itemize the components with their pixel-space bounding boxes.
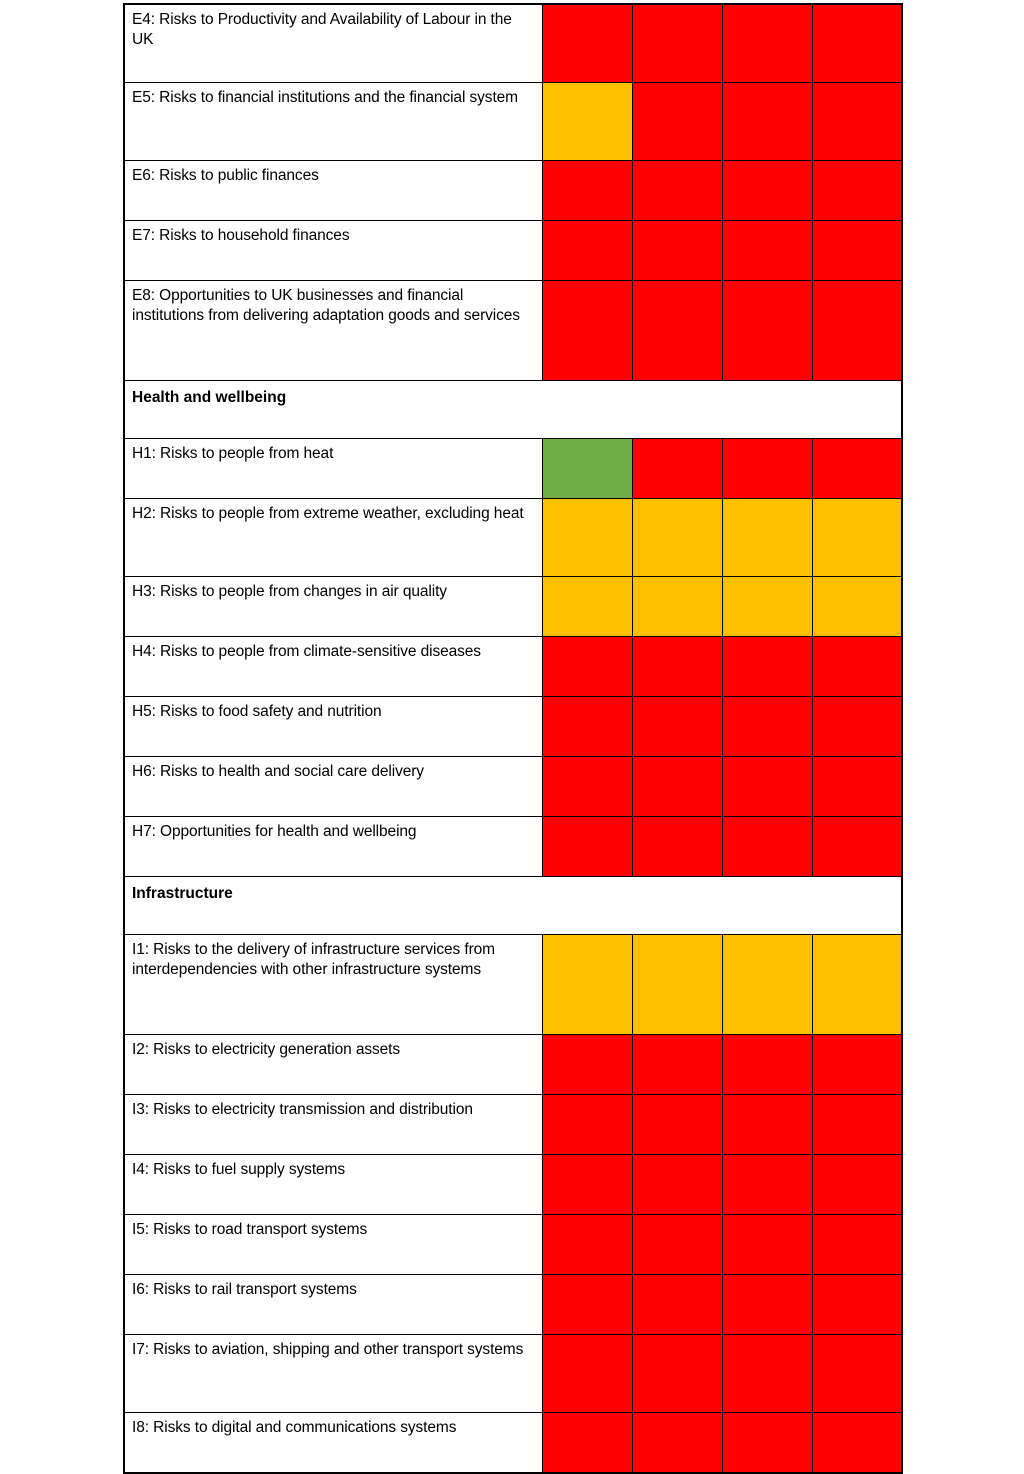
urgency-cell-red <box>632 697 722 757</box>
urgency-cell-red <box>812 637 902 697</box>
urgency-cell-amber <box>542 577 632 637</box>
risk-label: H6: Risks to health and social care delivery <box>124 757 542 817</box>
urgency-cell-amber <box>542 935 632 1035</box>
urgency-cell-red <box>722 1155 812 1215</box>
urgency-cell-red <box>632 637 722 697</box>
risk-label: E7: Risks to household finances <box>124 221 542 281</box>
urgency-cell-red <box>632 1413 722 1474</box>
section-title: Health and wellbeing <box>124 381 902 439</box>
urgency-cell-amber <box>812 935 902 1035</box>
urgency-cell-red <box>722 1035 812 1095</box>
urgency-cell-red <box>722 1215 812 1275</box>
urgency-cell-green <box>542 439 632 499</box>
risk-label: I8: Risks to digital and communications systems <box>124 1413 542 1474</box>
urgency-cell-red <box>542 757 632 817</box>
urgency-cell-red <box>542 1215 632 1275</box>
urgency-cell-red <box>812 1215 902 1275</box>
risk-label: I7: Risks to aviation, shipping and other transport systems <box>124 1335 542 1413</box>
urgency-cell-red <box>722 697 812 757</box>
urgency-cell-red <box>722 83 812 161</box>
urgency-cell-amber <box>812 499 902 577</box>
urgency-cell-red <box>812 83 902 161</box>
urgency-cell-red <box>632 1275 722 1335</box>
risk-label: H5: Risks to food safety and nutrition <box>124 697 542 757</box>
risk-label: E4: Risks to Productivity and Availability of Labour in the UK <box>124 4 542 83</box>
urgency-cell-red <box>812 1035 902 1095</box>
urgency-cell-amber <box>632 499 722 577</box>
urgency-cell-red <box>542 221 632 281</box>
urgency-cell-red <box>722 221 812 281</box>
urgency-cell-amber <box>722 499 812 577</box>
risk-matrix-body <box>124 4 902 1473</box>
risk-label: H7: Opportunities for health and wellbeing <box>124 817 542 877</box>
urgency-cell-red <box>542 281 632 381</box>
section-title: Infrastructure <box>124 877 902 935</box>
urgency-cell-red <box>812 439 902 499</box>
table-row <box>124 4 902 83</box>
urgency-cell-amber <box>722 577 812 637</box>
urgency-cell-red <box>632 4 722 83</box>
urgency-cell-red <box>722 1335 812 1413</box>
risk-label: H4: Risks to people from climate-sensitive diseases <box>124 637 542 697</box>
table-row <box>124 281 902 381</box>
section-header-row <box>124 877 902 935</box>
urgency-cell-red <box>632 161 722 221</box>
table-row <box>124 757 902 817</box>
table-row <box>124 1413 902 1474</box>
urgency-cell-red <box>812 1155 902 1215</box>
urgency-cell-red <box>722 1413 812 1474</box>
urgency-cell-red <box>722 161 812 221</box>
urgency-cell-red <box>542 817 632 877</box>
risk-matrix-table <box>123 3 903 1474</box>
table-row <box>124 1035 902 1095</box>
risk-label: E6: Risks to public finances <box>124 161 542 221</box>
table-row <box>124 161 902 221</box>
urgency-cell-red <box>812 817 902 877</box>
urgency-cell-red <box>542 637 632 697</box>
urgency-cell-red <box>632 757 722 817</box>
urgency-cell-red <box>722 817 812 877</box>
risk-label: I6: Risks to rail transport systems <box>124 1275 542 1335</box>
urgency-cell-red <box>632 221 722 281</box>
urgency-cell-red <box>812 281 902 381</box>
urgency-cell-red <box>722 637 812 697</box>
urgency-cell-red <box>722 1095 812 1155</box>
urgency-cell-amber <box>632 577 722 637</box>
urgency-cell-amber <box>542 83 632 161</box>
table-row <box>124 1215 902 1275</box>
risk-label: H1: Risks to people from heat <box>124 439 542 499</box>
table-row <box>124 935 902 1035</box>
urgency-cell-red <box>722 757 812 817</box>
urgency-cell-red <box>812 1413 902 1474</box>
table-row <box>124 83 902 161</box>
urgency-cell-red <box>722 281 812 381</box>
urgency-cell-red <box>812 221 902 281</box>
urgency-cell-amber <box>812 577 902 637</box>
table-row <box>124 817 902 877</box>
urgency-cell-red <box>812 161 902 221</box>
risk-label: E8: Opportunities to UK businesses and financial institutions from delivering adaptation goods and services <box>124 281 542 381</box>
urgency-cell-red <box>632 83 722 161</box>
urgency-cell-red <box>632 1095 722 1155</box>
risk-label: E5: Risks to financial institutions and the financial system <box>124 83 542 161</box>
urgency-cell-red <box>542 1035 632 1095</box>
urgency-cell-red <box>812 757 902 817</box>
urgency-cell-red <box>632 1155 722 1215</box>
table-row <box>124 1275 902 1335</box>
urgency-cell-red <box>542 161 632 221</box>
risk-label: I3: Risks to electricity transmission and distribution <box>124 1095 542 1155</box>
urgency-cell-red <box>542 1095 632 1155</box>
risk-label: I2: Risks to electricity generation assets <box>124 1035 542 1095</box>
urgency-cell-red <box>632 817 722 877</box>
urgency-cell-red <box>632 281 722 381</box>
table-row <box>124 1335 902 1413</box>
risk-label: I4: Risks to fuel supply systems <box>124 1155 542 1215</box>
urgency-cell-red <box>812 1335 902 1413</box>
urgency-cell-red <box>542 1275 632 1335</box>
urgency-cell-amber <box>632 935 722 1035</box>
risk-label: I1: Risks to the delivery of infrastructure services from interdependencies with other infrastructure systems <box>124 935 542 1035</box>
urgency-cell-red <box>542 1413 632 1474</box>
urgency-cell-red <box>722 1275 812 1335</box>
urgency-cell-red <box>722 4 812 83</box>
table-row <box>124 439 902 499</box>
table-row <box>124 637 902 697</box>
table-row <box>124 697 902 757</box>
urgency-cell-amber <box>722 935 812 1035</box>
table-row <box>124 1155 902 1215</box>
risk-matrix-container <box>123 3 901 1474</box>
urgency-cell-red <box>722 439 812 499</box>
urgency-cell-red <box>632 439 722 499</box>
risk-label: I5: Risks to road transport systems <box>124 1215 542 1275</box>
urgency-cell-red <box>542 4 632 83</box>
urgency-cell-red <box>542 697 632 757</box>
urgency-cell-red <box>632 1035 722 1095</box>
urgency-cell-red <box>812 697 902 757</box>
urgency-cell-red <box>812 1095 902 1155</box>
table-row <box>124 221 902 281</box>
urgency-cell-red <box>542 1155 632 1215</box>
table-row <box>124 1095 902 1155</box>
table-row <box>124 499 902 577</box>
urgency-cell-red <box>542 1335 632 1413</box>
section-header-row <box>124 381 902 439</box>
urgency-cell-red <box>812 1275 902 1335</box>
risk-label: H2: Risks to people from extreme weather, excluding heat <box>124 499 542 577</box>
urgency-cell-red <box>632 1335 722 1413</box>
urgency-cell-amber <box>542 499 632 577</box>
urgency-cell-red <box>632 1215 722 1275</box>
urgency-cell-red <box>812 4 902 83</box>
risk-label: H3: Risks to people from changes in air quality <box>124 577 542 637</box>
table-row <box>124 577 902 637</box>
